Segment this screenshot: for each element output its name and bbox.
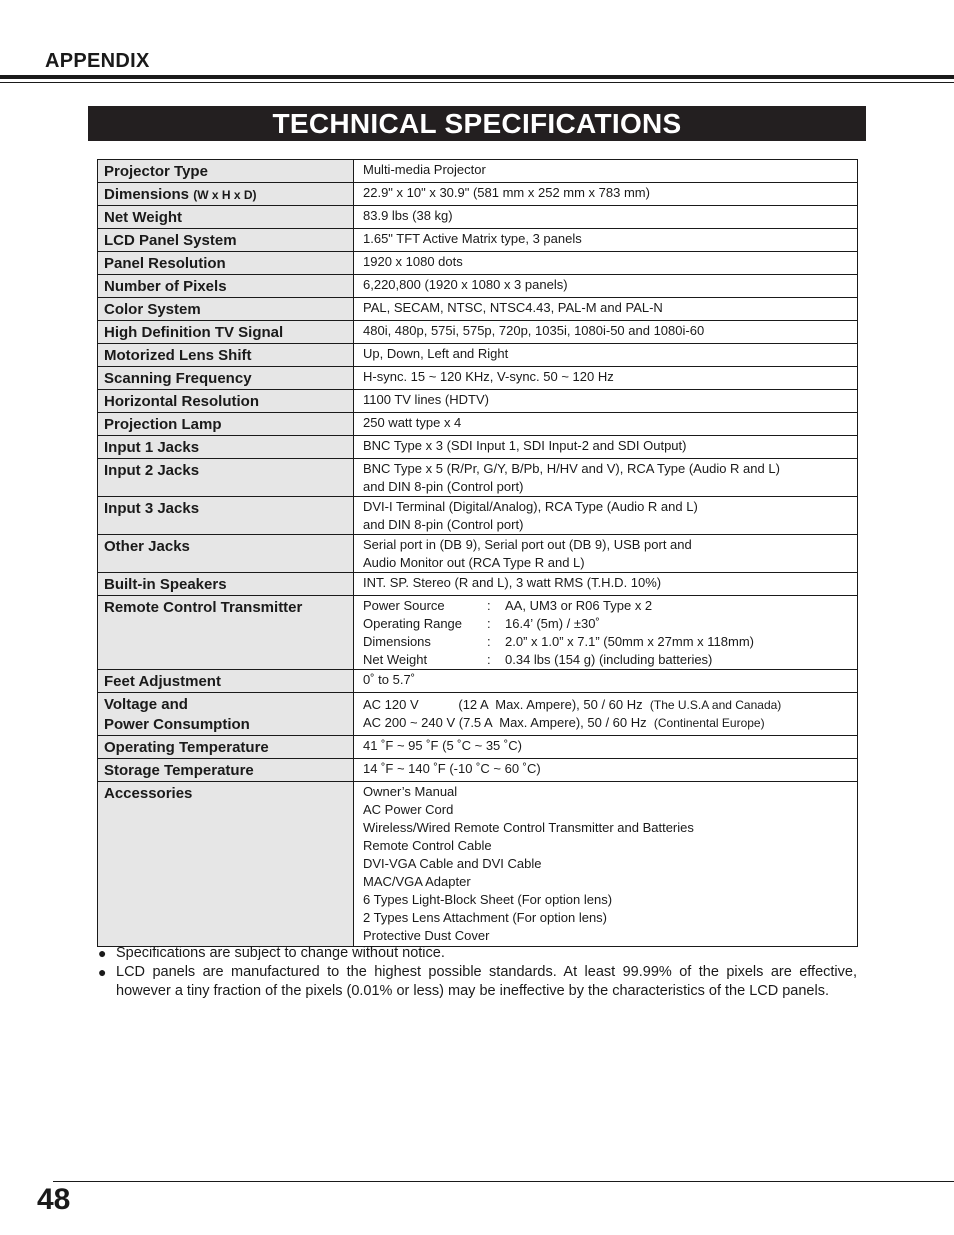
spec-value-line: 1100 TV lines (HDTV)	[363, 392, 489, 407]
spec-value-line: Serial port in (DB 9), Serial port out (DB 9), USB port and	[363, 537, 692, 552]
accessory-item: MAC/VGA Adapter	[363, 874, 471, 889]
spec-value	[354, 275, 858, 298]
accessory-item: Wireless/Wired Remote Control Transmitter and Batteries	[363, 820, 694, 835]
remote-spec-sep: :	[487, 652, 491, 667]
spec-row	[98, 252, 858, 275]
remote-spec-value: 0.34 lbs (154 g) (including batteries)	[505, 652, 713, 667]
spec-key	[98, 497, 354, 535]
spec-value-line	[363, 696, 848, 714]
remote-spec-label: Net Weight	[363, 652, 428, 667]
bullet-icon: ●	[98, 964, 107, 980]
spec-value-line: DVI-I Terminal (Digital/Analog), RCA Type (Audio R and L)	[363, 499, 698, 514]
spec-key	[98, 413, 354, 436]
spec-row-remote	[98, 596, 858, 670]
spec-value-line: 41 ˚F ~ 95 ˚F (5 ˚C ~ 35 ˚C)	[363, 738, 522, 753]
accessory-item: 6 Types Light-Block Sheet (For option lens)	[363, 892, 613, 907]
spec-key	[98, 252, 354, 275]
spec-key	[98, 229, 354, 252]
spec-row	[98, 497, 858, 535]
note-text: Specifications are subject to change without notice.	[116, 945, 445, 961]
spec-table-body-extra	[98, 596, 858, 947]
spec-value	[354, 298, 858, 321]
spec-value	[354, 183, 858, 206]
header-rule-thin	[0, 82, 954, 83]
spec-key: Remote Control Transmitter	[98, 596, 354, 670]
spec-key-label: Motorized Lens Shift	[104, 347, 252, 364]
spec-key	[98, 344, 354, 367]
spec-value-line: 14 ˚F ~ 140 ˚F (-10 ˚C ~ 60 ˚C)	[363, 761, 541, 776]
note-item	[98, 963, 857, 1001]
spec-key	[98, 459, 354, 497]
spec-row-accessories	[98, 782, 858, 947]
spec-key-label: High Definition TV Signal	[104, 324, 284, 341]
spec-value-line: 83.9 lbs (38 kg)	[363, 208, 453, 223]
spec-key-line: Power Consumption	[104, 716, 250, 733]
spec-row	[98, 321, 858, 344]
spec-key-line: Voltage and	[104, 696, 188, 713]
spec-key-label: Net Weight	[104, 209, 183, 226]
footer-rule	[53, 1181, 954, 1182]
spec-key	[98, 436, 354, 459]
spec-key-label: Scanning Frequency	[104, 370, 252, 387]
spec-value-line: 0˚ to 5.7˚	[363, 672, 416, 687]
power-line: AC 120 V (12 A Max. Ampere), 50 / 60 Hz	[363, 697, 643, 712]
spec-value	[354, 497, 858, 535]
note-text: LCD panels are manufactured to the highest possible standards. At least 99.99% of the pixels are effective, however a tiny fraction of the pixels (0.01% or less) may be ineffective by the characteristics of the LCD panels.	[116, 964, 857, 999]
spec-value-line: 1.65" TFT Active Matrix type, 3 panels	[363, 231, 582, 246]
spec-row-feet	[98, 670, 858, 693]
remote-spec-row	[363, 633, 848, 651]
spec-table	[97, 159, 858, 947]
spec-value	[354, 596, 858, 670]
remote-spec-row	[363, 651, 848, 669]
spec-value	[354, 321, 858, 344]
spec-key-label: Dimensions	[104, 186, 190, 203]
remote-spec-sep: :	[487, 598, 491, 613]
spec-key	[98, 535, 354, 573]
remote-spec-label: Operating Range	[363, 616, 463, 631]
remote-spec-value: 2.0” x 1.0” x 7.1” (50mm x 27mm x 118mm)	[505, 634, 754, 649]
spec-key	[98, 298, 354, 321]
spec-key-label: Projector Type	[104, 163, 208, 180]
spec-row-operating-temp	[98, 736, 858, 759]
remote-spec-row	[363, 597, 848, 615]
accessory-item: Owner’s Manual	[363, 784, 458, 799]
spec-value	[354, 229, 858, 252]
remote-spec-sep: :	[487, 616, 491, 631]
accessory-item: Protective Dust Cover	[363, 928, 490, 943]
spec-value	[354, 670, 858, 693]
spec-key	[98, 206, 354, 229]
power-region-note: (Continental Europe)	[653, 716, 765, 730]
spec-value	[354, 206, 858, 229]
remote-spec-value: AA, UM3 or R06 Type x 2	[505, 598, 653, 613]
page-title: TECHNICAL SPECIFICATIONS	[88, 106, 866, 141]
spec-row	[98, 573, 858, 596]
spec-value-line: PAL, SECAM, NTSC, NTSC4.43, PAL-M and PAL-N	[363, 300, 663, 315]
spec-key-unit: (W x H x D)	[193, 188, 257, 202]
spec-key	[98, 693, 354, 736]
notes	[98, 944, 857, 1001]
spec-row	[98, 160, 858, 183]
spec-key: Operating Temperature	[98, 736, 354, 759]
remote-spec-row	[363, 615, 848, 633]
spec-value	[354, 344, 858, 367]
spec-row	[98, 367, 858, 390]
remote-spec-sep: :	[487, 634, 491, 649]
spec-key	[98, 275, 354, 298]
spec-value-line	[363, 714, 848, 732]
spec-value-line: and DIN 8-pin (Control port)	[363, 479, 524, 494]
remote-spec-value: 16.4’ (5m) / ±30˚	[505, 616, 600, 631]
accessory-item: 2 Types Lens Attachment (For option lens)	[363, 910, 608, 925]
spec-value	[354, 759, 858, 782]
spec-key	[98, 367, 354, 390]
spec-value-line: and DIN 8-pin (Control port)	[363, 517, 524, 532]
spec-row	[98, 535, 858, 573]
remote-spec-label: Dimensions	[363, 634, 431, 649]
spec-row	[98, 183, 858, 206]
spec-value	[354, 535, 858, 573]
spec-key-label: Panel Resolution	[104, 255, 226, 272]
spec-value	[354, 160, 858, 183]
spec-value	[354, 252, 858, 275]
spec-key-label: Input 2 Jacks	[104, 462, 200, 479]
remote-spec-list	[363, 597, 848, 669]
spec-value-line: BNC Type x 5 (R/Pr, G/Y, B/Pb, H/HV and V), RCA Type (Audio R and L)	[363, 461, 780, 476]
remote-spec-label: Power Source	[363, 598, 445, 613]
page-number: 48	[37, 1183, 71, 1216]
power-line: AC 200 ~ 240 V (7.5 A Max. Ampere), 50 / 60 Hz	[363, 715, 647, 730]
spec-row	[98, 275, 858, 298]
spec-value-line: 480i, 480p, 575i, 575p, 720p, 1035i, 1080i-50 and 1080i-60	[363, 323, 705, 338]
spec-key: Feet Adjustment	[98, 670, 354, 693]
spec-row	[98, 298, 858, 321]
spec-value-line: INT. SP. Stereo (R and L), 3 watt RMS (T.H.D. 10%)	[363, 575, 662, 590]
note-item	[98, 944, 857, 963]
spec-row	[98, 413, 858, 436]
spec-value-line: BNC Type x 3 (SDI Input 1, SDI Input-2 and SDI Output)	[363, 438, 687, 453]
spec-value	[354, 367, 858, 390]
bullet-icon: ●	[98, 945, 107, 961]
power-region-note: (The U.S.A and Canada)	[649, 698, 782, 712]
spec-value	[354, 459, 858, 497]
spec-key	[98, 160, 354, 183]
spec-key-label: Projection Lamp	[104, 416, 222, 433]
spec-value-line: 22.9" x 10" x 30.9" (581 mm x 252 mm x 783 mm)	[363, 185, 650, 200]
spec-key	[98, 390, 354, 413]
spec-value-line: H-sync. 15 ~ 120 KHz, V-sync. 50 ~ 120 Hz	[363, 369, 614, 384]
spec-row-storage-temp	[98, 759, 858, 782]
spec-key-label: Input 1 Jacks	[104, 439, 200, 456]
accessory-item: Remote Control Cable	[363, 838, 492, 853]
spec-value	[354, 736, 858, 759]
spec-value-line: 1920 x 1080 dots	[363, 254, 463, 269]
spec-row-power	[98, 693, 858, 736]
spec-key-label: LCD Panel System	[104, 232, 237, 249]
spec-key-label: Number of Pixels	[104, 278, 227, 295]
spec-row	[98, 459, 858, 497]
spec-key	[98, 183, 354, 206]
spec-key	[98, 321, 354, 344]
spec-key-label: Input 3 Jacks	[104, 500, 200, 517]
spec-row	[98, 436, 858, 459]
spec-row	[98, 229, 858, 252]
section-label: APPENDIX	[45, 50, 150, 72]
spec-key	[98, 573, 354, 596]
spec-key: Accessories	[98, 782, 354, 947]
accessory-item: AC Power Cord	[363, 802, 454, 817]
spec-value	[354, 782, 858, 947]
header-rule	[0, 75, 954, 79]
spec-value-line: 6,220,800 (1920 x 1080 x 3 panels)	[363, 277, 568, 292]
spec-key-label: Built-in Speakers	[104, 576, 227, 593]
spec-value-line: Audio Monitor out (RCA Type R and L)	[363, 555, 585, 570]
spec-table-body	[98, 160, 858, 596]
spec-key-label: Horizontal Resolution	[104, 393, 259, 410]
spec-value	[354, 573, 858, 596]
spec-value	[354, 413, 858, 436]
spec-key-label: Other Jacks	[104, 538, 190, 555]
spec-value-line: Up, Down, Left and Right	[363, 346, 509, 361]
spec-row	[98, 344, 858, 367]
spec-value-line: Multi-media Projector	[363, 162, 486, 177]
spec-row	[98, 206, 858, 229]
spec-value	[354, 436, 858, 459]
spec-key: Storage Temperature	[98, 759, 354, 782]
spec-row	[98, 390, 858, 413]
spec-value	[354, 693, 858, 736]
spec-key-label: Color System	[104, 301, 201, 318]
spec-value-line: 250 watt type x 4	[363, 415, 462, 430]
spec-value	[354, 390, 858, 413]
accessories-list	[363, 783, 848, 946]
accessory-item: DVI-VGA Cable and DVI Cable	[363, 856, 542, 871]
